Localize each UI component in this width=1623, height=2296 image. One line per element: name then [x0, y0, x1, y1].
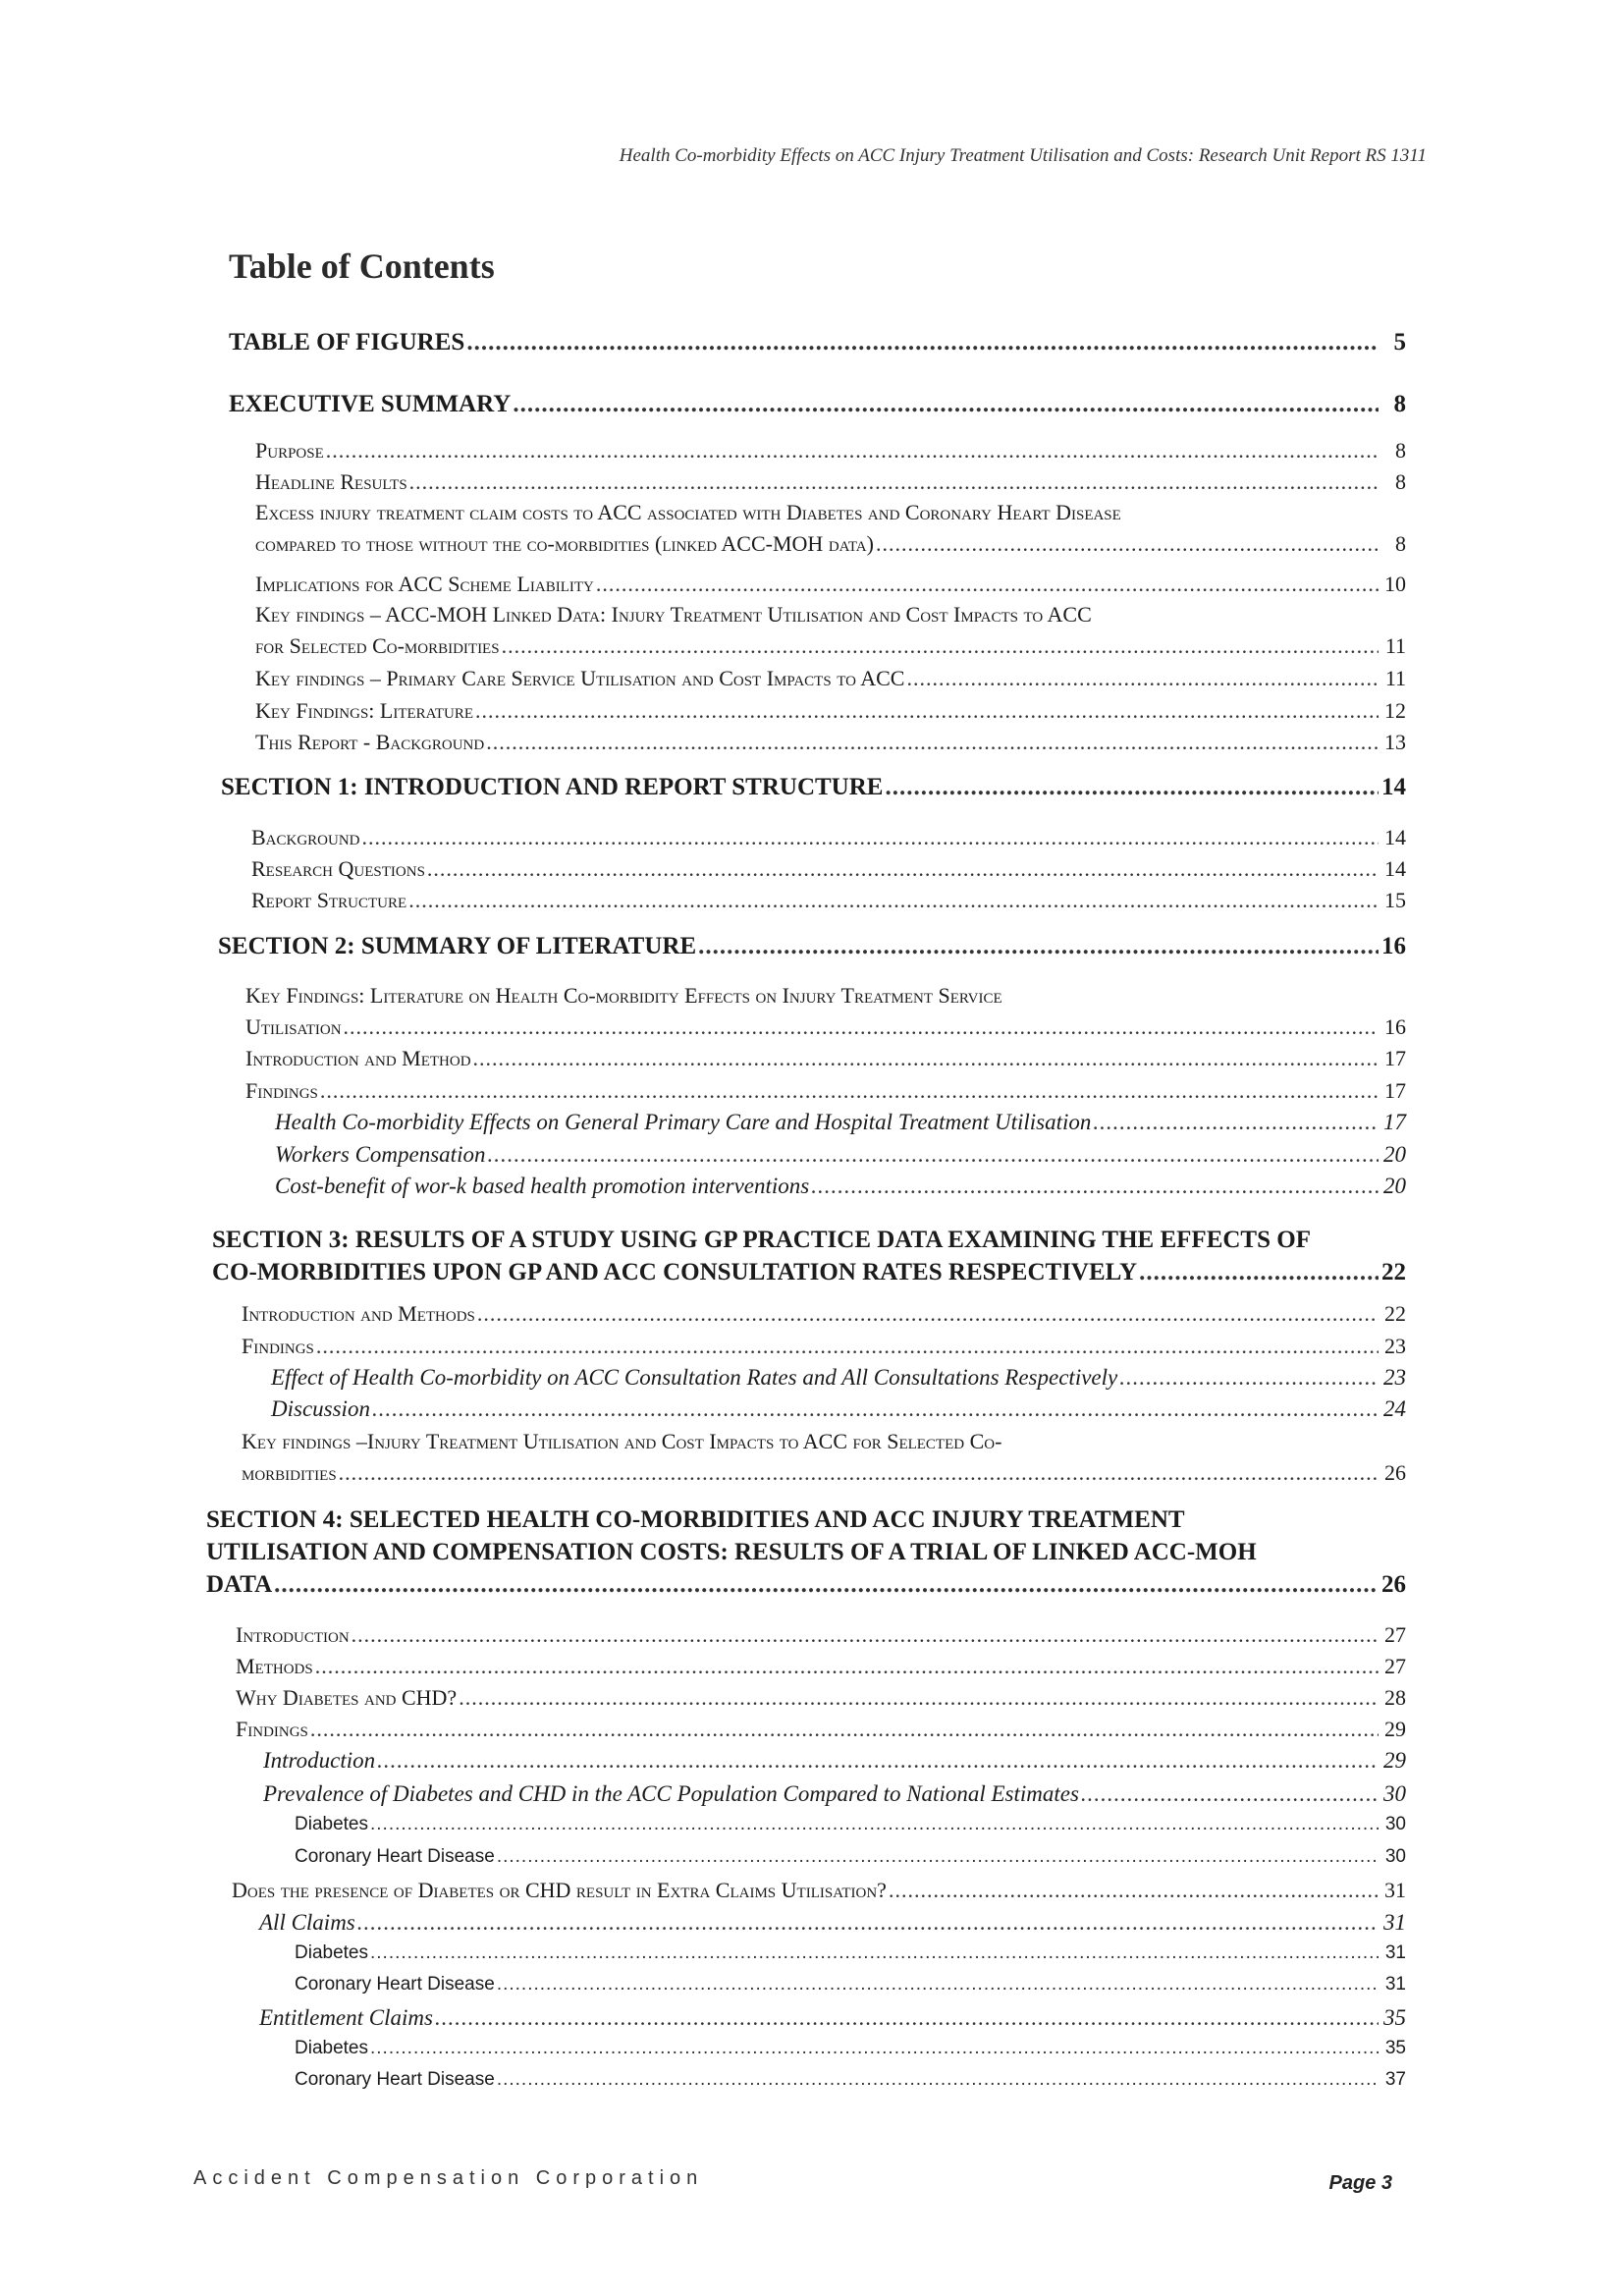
- toc-entry-text: Research Questions: [251, 856, 425, 881]
- toc-page-number: 31: [1384, 1878, 1406, 1902]
- leader-dots: [370, 1942, 1379, 1964]
- toc-entry-text: Report Structure: [251, 888, 407, 912]
- toc-page-number: 31: [1383, 1910, 1406, 1935]
- toc-page-number: 15: [1384, 888, 1406, 912]
- toc-entry-text: Key Findings: Literature: [255, 698, 473, 723]
- leader-dots: [906, 666, 1379, 691]
- toc-entry-text: Key findings –Injury Treatment Utilisation and Cost Impacts to ACC for Selected Co-: [242, 1429, 1002, 1453]
- toc-entry-text: Key findings – Primary Care Service Utilisation and Cost Impacts to ACC: [255, 666, 905, 690]
- leader-dots: [274, 1571, 1379, 1599]
- toc-page-number: 8: [1395, 438, 1406, 463]
- toc-page-number: 23: [1384, 1334, 1406, 1358]
- leader-dots: [486, 730, 1379, 755]
- leader-dots: [370, 2038, 1379, 2059]
- toc-page-number: 14: [1384, 825, 1406, 849]
- toc-entry-text: Findings: [236, 1717, 308, 1741]
- toc-entry-text: Implications for ACC Scheme Liability: [255, 572, 594, 596]
- leader-dots: [377, 1748, 1379, 1774]
- footer-organization: Accident Compensation Corporation: [193, 2167, 704, 2189]
- toc-page-number: 17: [1384, 1046, 1406, 1070]
- leader-dots: [1139, 1259, 1379, 1286]
- toc-page-number: 35: [1383, 2005, 1406, 2030]
- toc-entry-text: SECTION 1: INTRODUCTION AND REPORT STRUCTURE: [221, 774, 884, 800]
- toc-page-number: 11: [1384, 666, 1406, 690]
- leader-dots: [352, 1622, 1379, 1648]
- toc-entry-text: Purpose: [255, 438, 324, 463]
- toc-entry-text: Headline Results: [255, 469, 407, 494]
- leader-dots: [502, 633, 1379, 659]
- toc-entry-text: Key findings – ACC-MOH Linked Data: Injury Treatment Utilisation and Cost Impacts to ACC: [255, 602, 1092, 627]
- page-title: Table of Contents: [229, 246, 495, 286]
- toc-page-number: 8: [1395, 531, 1406, 556]
- toc-entry-text: Effect of Health Co-morbidity on ACC Consultation Rates and All Consultations Respectively: [271, 1365, 1118, 1390]
- toc-page-number: 29: [1384, 1717, 1406, 1741]
- toc-page-number: 5: [1393, 329, 1406, 355]
- leader-dots: [459, 1685, 1379, 1711]
- toc-page-number: 8: [1393, 391, 1406, 417]
- toc-entry-text: Excess injury treatment claim costs to ACC associated with Diabetes and Coronary Heart Disease: [255, 500, 1121, 524]
- toc-page-number: 30: [1384, 1846, 1406, 1867]
- toc-entry-text: Findings: [242, 1334, 314, 1358]
- running-header: Health Co-morbidity Effects on ACC Injury Treatment Utilisation and Costs: Research Unit Report RS 1311: [619, 145, 1427, 166]
- footer-page-number: Page 3: [1328, 2172, 1392, 2194]
- toc-entry-text: Methods: [236, 1654, 313, 1678]
- toc-page-number: 16: [1384, 1014, 1406, 1039]
- leader-dots: [497, 2069, 1379, 2091]
- leader-dots: [320, 1078, 1379, 1104]
- toc-entry-text: Coronary Heart Disease: [295, 1846, 495, 1867]
- toc-entry-text: Why Diabetes and CHD?: [236, 1685, 458, 1710]
- leader-dots: [370, 1814, 1379, 1835]
- leader-dots: [316, 1334, 1379, 1359]
- toc-page-number: 29: [1383, 1748, 1406, 1773]
- leader-dots: [435, 2005, 1379, 2031]
- toc-page-number: 22: [1381, 1259, 1406, 1285]
- toc-page-number: 13: [1384, 730, 1406, 754]
- toc-entry-text: compared to those without the co-morbidities (linked ACC-MOH data): [255, 531, 874, 556]
- toc-page-number: 26: [1381, 1571, 1406, 1598]
- leader-dots: [473, 1046, 1379, 1071]
- toc-entry-text: Entitlement Claims: [259, 2005, 433, 2030]
- toc-page-number: 14: [1384, 856, 1406, 881]
- toc-entry-text: Utilisation: [245, 1014, 342, 1039]
- leader-dots: [475, 698, 1379, 724]
- toc-entry-text: Discussion: [271, 1396, 370, 1421]
- leader-dots: [889, 1878, 1379, 1903]
- toc-page-number: 20: [1383, 1174, 1406, 1198]
- leader-dots: [344, 1014, 1379, 1040]
- leader-dots: [497, 1974, 1379, 1995]
- toc-page-number: 14: [1381, 774, 1406, 800]
- toc-entry-text: Diabetes: [295, 2038, 368, 2058]
- leader-dots: [315, 1654, 1379, 1679]
- toc-entry-text: Key Findings: Literature on Health Co-morbidity Effects on Injury Treatment Service: [245, 983, 1002, 1008]
- toc-entry-text: TABLE OF FIGURES: [229, 329, 465, 355]
- leader-dots: [339, 1460, 1379, 1486]
- toc-entry-text: Introduction: [263, 1748, 376, 1773]
- toc-page-number: 27: [1384, 1654, 1406, 1678]
- toc-page-number: 16: [1381, 933, 1406, 959]
- toc-page-number: 28: [1384, 1685, 1406, 1710]
- toc-entry-text: All Claims: [259, 1910, 355, 1935]
- leader-dots: [362, 825, 1379, 850]
- toc-entry-text: Coronary Heart Disease: [295, 1974, 495, 1995]
- toc-page-number: 37: [1384, 2069, 1406, 2090]
- toc-entry-text: This Report - Background: [255, 730, 485, 754]
- leader-dots: [876, 531, 1379, 557]
- toc-entry-text: Health Co-morbidity Effects on General Primary Care and Hospital Treatment Utilisation: [275, 1110, 1092, 1134]
- toc-entry-text: Findings: [245, 1078, 318, 1103]
- toc-entry-text: Introduction and Methods: [242, 1301, 475, 1326]
- toc-page-number: 35: [1384, 2038, 1406, 2058]
- toc-entry-text: Prevalence of Diabetes and CHD in the ACC Population Compared to National Estimates: [263, 1781, 1079, 1806]
- leader-dots: [698, 933, 1379, 960]
- leader-dots: [466, 329, 1379, 356]
- leader-dots: [497, 1846, 1379, 1868]
- leader-dots: [487, 1142, 1379, 1168]
- leader-dots: [477, 1301, 1379, 1327]
- leader-dots: [596, 572, 1379, 597]
- leader-dots: [372, 1396, 1379, 1422]
- toc-page-number: 11: [1384, 633, 1406, 658]
- toc-page-number: 22: [1384, 1301, 1406, 1326]
- toc-page-number: 30: [1384, 1814, 1406, 1834]
- leader-dots: [811, 1174, 1379, 1199]
- toc-page-number: 30: [1383, 1781, 1406, 1806]
- leader-dots: [885, 774, 1379, 801]
- toc-entry-text: Diabetes: [295, 1942, 368, 1963]
- leader-dots: [513, 391, 1379, 418]
- leader-dots: [408, 888, 1379, 913]
- toc-entry-text: Diabetes: [295, 1814, 368, 1834]
- toc-entry-text: Cost-benefit of wor-k based health promotion interventions: [275, 1174, 810, 1198]
- toc-entry-text: SECTION 2: SUMMARY OF LITERATURE: [218, 933, 697, 959]
- toc-page-number: 8: [1395, 469, 1406, 494]
- toc-page-number: 23: [1383, 1365, 1406, 1390]
- toc-entry-text: Workers Compensation: [275, 1142, 486, 1167]
- toc-entry-text: Background: [251, 825, 360, 849]
- leader-dots: [1081, 1781, 1379, 1807]
- toc-entry-text: SECTION 4: SELECTED HEALTH CO-MORBIDITIES AND ACC INJURY TREATMENT: [206, 1506, 1185, 1533]
- toc-page-number: 20: [1383, 1142, 1406, 1167]
- toc-page-number: 31: [1384, 1974, 1406, 1995]
- leader-dots: [409, 469, 1379, 495]
- leader-dots: [1119, 1365, 1379, 1391]
- toc-entry-text: Does the presence of Diabetes or CHD result in Extra Claims Utilisation?: [232, 1878, 887, 1902]
- toc-page-number: 27: [1384, 1622, 1406, 1647]
- toc-page-number: 17: [1384, 1078, 1406, 1103]
- leader-dots: [326, 438, 1379, 464]
- toc-entry-text: for Selected Co-morbidities: [255, 633, 500, 658]
- leader-dots: [427, 856, 1379, 882]
- toc-page-number: 10: [1384, 572, 1406, 596]
- toc-entry-text: morbidities: [242, 1460, 337, 1485]
- leader-dots: [357, 1910, 1379, 1936]
- toc-entry-text: CO-MORBIDITIES UPON GP AND ACC CONSULTATION RATES RESPECTIVELY: [212, 1259, 1138, 1285]
- toc-entry-text: UTILISATION AND COMPENSATION COSTS: RESULTS OF A TRIAL OF LINKED ACC-MOH: [206, 1539, 1257, 1565]
- toc-page-number: 17: [1383, 1110, 1406, 1134]
- toc-page-number: 24: [1383, 1396, 1406, 1421]
- leader-dots: [1093, 1110, 1379, 1135]
- toc-page-number: 31: [1384, 1942, 1406, 1963]
- toc-entry-text: Coronary Heart Disease: [295, 2069, 495, 2090]
- toc-entry-text: DATA: [206, 1571, 273, 1598]
- toc-page-number: 26: [1384, 1460, 1406, 1485]
- toc-entry-text: Introduction and Method: [245, 1046, 471, 1070]
- toc-entry-text: EXECUTIVE SUMMARY: [229, 391, 512, 417]
- toc-entry-text: SECTION 3: RESULTS OF A STUDY USING GP PRACTICE DATA EXAMINING THE EFFECTS OF: [212, 1227, 1311, 1253]
- toc-entry-text: Introduction: [236, 1622, 350, 1647]
- leader-dots: [310, 1717, 1379, 1742]
- toc-page-number: 12: [1384, 698, 1406, 723]
